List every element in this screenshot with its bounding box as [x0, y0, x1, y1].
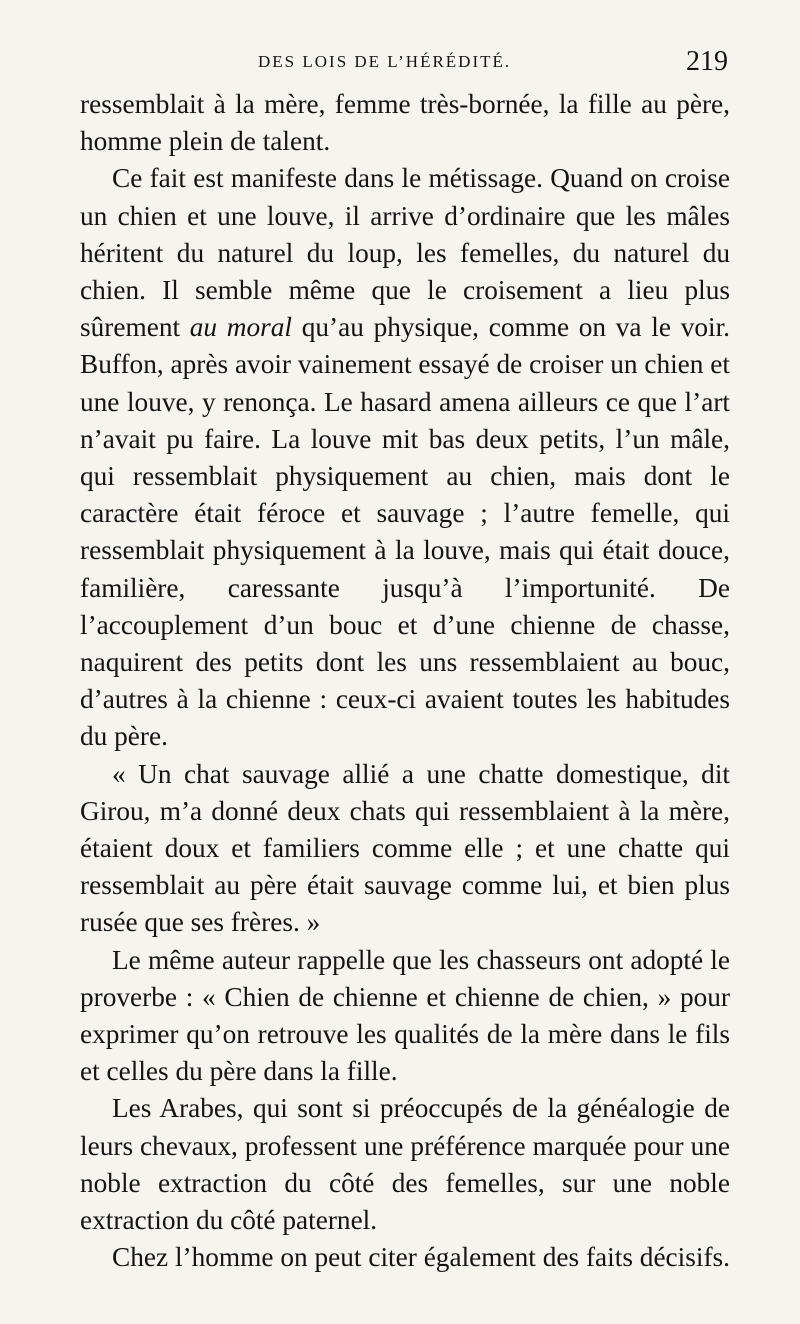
italic-phrase: au moral: [189, 312, 293, 343]
paragraph-quotation: « Un chat sauvage allié a une chatte domestique, dit Girou, m’a donné deux chats qui ressemblaient à la mère, étaient doux et familiers comme elle ; et une chatte qui ressemblait au père était sauvage comme lui, et bien plus rusée que ses frères. »: [80, 758, 730, 938]
paragraph-continuation: ressemblait à la mère, femme très-bornée, la fille au père, homme plein de talent.: [80, 89, 730, 157]
paragraph-proverb: Le même auteur rappelle que les chasseurs ont adopté le proverbe : « Chien de chienne et chienne de chien, » pour exprimer qu’on retrouve les qualités de la mère dans le fils et celles du père dans la fille.: [80, 944, 730, 1087]
paragraph-arabs: Les Arabes, qui sont si préoccupés de la généalogie de leurs chevaux, professent une préférence marquée pour une noble extraction du côté des femelles, sur une noble extraction du côté paternel.: [80, 1093, 730, 1236]
paragraph-metissage: [80, 160, 730, 755]
page-number: 219: [686, 46, 728, 77]
running-title: DES LOIS DE L’HÉRÉDITÉ.: [258, 52, 512, 71]
paragraph-text: qu’au physique, comme on va le voir. Buffon, après avoir vainement essayé de croiser un chien et une louve, y renonça. Le hasard amena ailleurs ce que l’art n’avait pu faire. La louve mit bas deux petits, l’un mâle, qui ressemblait physiquement au chien, mais dont le caractère était féroce et sauvage ; l’autre femelle, qui ressemblait physiquement à la louve, mais qui était douce, familière, caressante jusqu’à l’importunité. De l’accouplement d’un bouc et d’une chienne de chasse, naquirent des petits dont les uns ressemblaient au bouc, d’autres à la chienne : ceux-ci avaient toutes les habitudes du père.: [80, 312, 730, 752]
text-body: [80, 86, 730, 1277]
running-header: [80, 46, 728, 80]
paragraph-closing: Chez l’homme on peut citer également des faits décisifs.: [112, 1242, 730, 1273]
paragraph-text: Ce fait est manifeste dans le métissage. Quand on croise un chien et une louve, il arrive d’ordinaire que les mâles héritent du naturel du loup, les femelles, du naturel du chien. Il semble même que le croisement a lieu plus sûrement: [80, 163, 730, 343]
